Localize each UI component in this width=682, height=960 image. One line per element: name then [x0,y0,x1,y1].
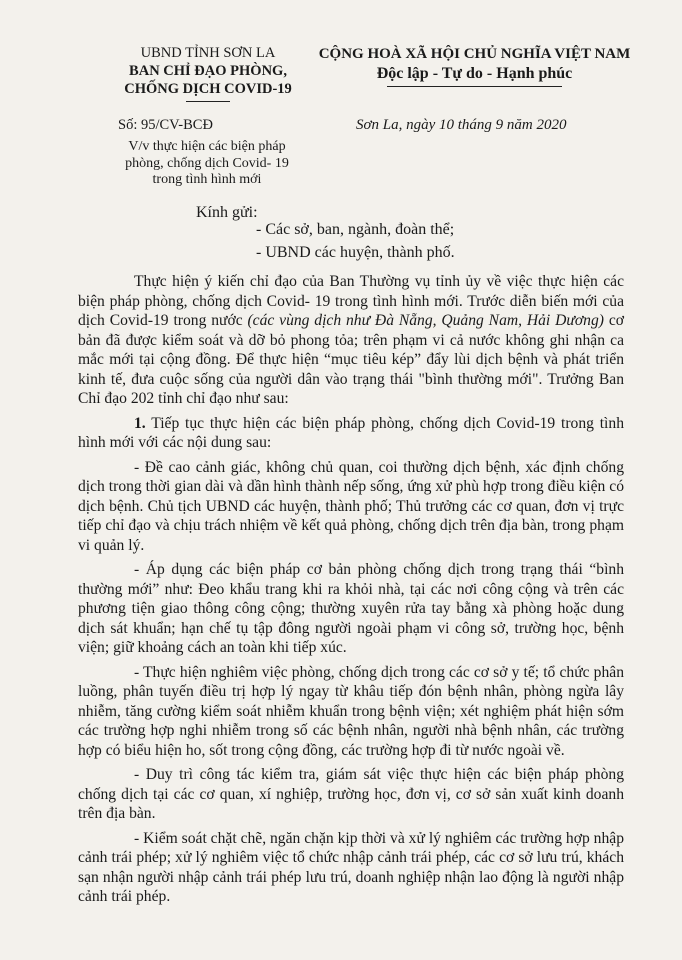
document-subject [102,139,312,189]
authority-line-1: UBND TỈNH SƠN LA [140,45,276,61]
subject-line: trong tình hình mới [152,172,262,187]
subject-line: V/v thực hiện các biện pháp [128,139,286,154]
authority-underline [186,101,230,102]
intro-text: Thực hiện ý kiến chỉ đạo của Ban Thường vụ tỉnh ủy về việc thực hiện các biện pháp phòng, chống dịch Covid- 19 trong tình hình mới. Trước diễn biến mới của dịch Covid-19 trong nước [78,273,624,329]
motto-underline [387,86,562,87]
document-number: Số: 95/CV-BCĐ [118,117,213,133]
bullet-paragraph: - Duy trì công tác kiểm tra, giám sát việc thực hiện các biện pháp phòng chống dịch tại các cơ quan, xí nghiệp, trường học, đơn vị, cơ sở sản xuất kinh doanh trên địa bàn. [78,766,624,822]
item-1-paragraph [78,414,624,453]
authority-line-3: CHỐNG DỊCH COVID-19 [124,81,292,97]
document-body [78,272,624,912]
greeting: Kính gửi: [196,204,258,221]
bullet-paragraph: - Áp dụng các biện pháp cơ bản phòng chống dịch trong trạng thái “bình thường mới” như: Đeo khẩu trang khi ra khỏi nhà, tại các nơi công cộng và trên các phương tiện giao thông công cộng; thường xuyên rửa tay bằng xà phòng hoặc dung dịch sát khuẩn; hạn chế tụ tập đông người ngoài phạm vi công sở, trường học, bệnh viện; giữ khoảng cách an toàn khi tiếp xúc. [78,561,624,656]
bullet-paragraph: - Kiểm soát chặt chẽ, ngăn chặn kịp thời và xử lý nghiêm các trường hợp nhập cảnh trái phép; xử lý nghiêm việc tổ chức nhập cảnh trái phép, các cơ sở lưu trú, khách sạn nhận người nhập cảnh trái phép lưu trú, doanh nghiệp nhận lao động là người nhập cảnh trái phép. [78,829,624,905]
intro-paragraph [78,272,624,409]
item-1-text: Tiếp tục thực hiện các biện pháp phòng, chống dịch Covid-19 trong tình hình mới với các nội dung sau: [78,414,624,451]
recipient-item: - Các sở, ban, ngành, đoàn thể; [256,221,455,238]
national-heading [302,44,647,87]
recipient-list [256,218,455,264]
subject-line: phòng, chống dịch Covid- 19 [125,155,289,171]
bullet-paragraph: - Đề cao cảnh giác, không chủ quan, coi thường dịch bệnh, xác định chống dịch trong thời gian dài và dần hình thành nếp sống, ứng xử phù hợp trong điều kiện có dịch bệnh. Chủ tịch UBND các huyện, thành phố; Thủ trưởng các cơ quan, đơn vị trực tiếp chỉ đạo và chịu trách nhiệm về kết quả phòng, chống dịch trên địa bàn, trong phạm vi quản lý. [78,458,624,554]
intro-text-continued: cơ bản đã được kiểm soát và dỡ bỏ phong tỏa; trên phạm vi cả nước không ghi nhận ca mắc mới tại cộng đồng. Để thực hiện “mục tiêu kép” đẩy lùi dịch bệnh và phát triển kinh tế, đưa cuộc sống của người dân vào trạng thái "bình thường mới". Trưởng Ban Chỉ đạo 202 tỉnh chỉ đạo như sau: [78,312,624,407]
national-motto: Độc lập - Tự do - Hạnh phúc [376,65,573,82]
authority-line-2: BAN CHỈ ĐẠO PHÒNG, [129,63,287,79]
nation-title: CỘNG HOÀ XÃ HỘI CHỦ NGHĨA VIỆT NAM [318,46,631,62]
recipient-item: - UBND các huyện, thành phố. [256,244,455,261]
intro-italic-note: (các vùng dịch như Đà Nẵng, Quảng Nam, Hải Dương) [247,312,604,329]
place-date-line: Sơn La, ngày 10 tháng 9 năm 2020 [356,117,567,133]
item-number: 1. [134,414,146,432]
bullet-paragraph: - Thực hiện nghiêm việc phòng, chống dịch trong các cơ sở y tế; tổ chức phân luồng, phân tuyến điều trị hợp lý ngay từ khâu tiếp đón bệnh nhân, phòng ngừa lây nhiễm, tăng cường kiểm soát nhiễm khuẩn trong bệnh viện; xét nghiệm phát hiện sớm các trường hợp nghi nhiễm trong số các bệnh nhân, người nhà bệnh nhân, các trường hợp có biểu hiện ho, sốt trong cộng đồng, các trường hợp đi từ nước ngoài về. [78,663,624,759]
issuing-authority [108,44,308,102]
